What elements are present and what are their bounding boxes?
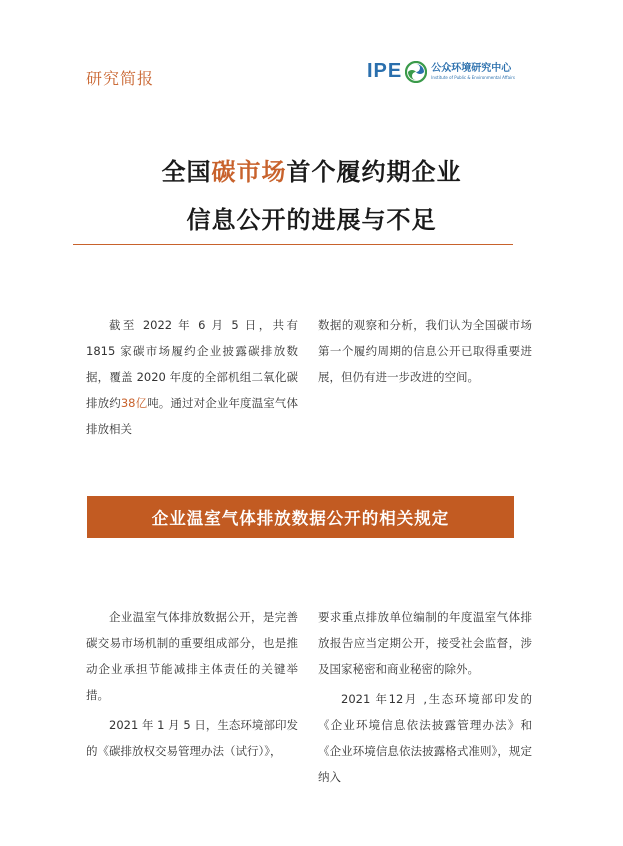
logo-name-cn: 公众环境研究中心: [431, 62, 512, 74]
paragraph: 2021 年12月 ,生态环境部印发的《企业环境信息依法披露管理办法》和《企业环境信息依法披露格式准则》，规定纳入: [318, 692, 532, 784]
intro-right-column: 数据的观察和分析，我们认为全国碳市场第一个履约周期的信息公开已取得重要进展，但仍有进一步改进的空间。: [318, 318, 532, 384]
paragraph: 2021 年 1 月 5 日，生态环境部印发的《碳排放权交易管理办法（试行）》，: [86, 718, 298, 758]
emission-figure: 38亿: [120, 396, 148, 410]
intro-left-column: 截至 2022 年 6 月 5 日，共有 1815 家碳市场履约企业披露碳排放数据，覆盖 2020 年度的全部机组二氧化碳排放约38亿吨。通过对企业年度温室气体排放相关: [86, 318, 298, 436]
section-label: 研究简报: [86, 69, 155, 88]
paragraph: 要求重点排放单位编制的年度温室气体排放报告应当定期公开，接受社会监督，涉及国家秘密和商业秘密的除外。: [318, 610, 532, 676]
title-highlight: 碳市场: [211, 158, 287, 186]
section-heading: 企业温室气体排放数据公开的相关规定: [87, 496, 514, 538]
paragraph: 企业温室气体排放数据公开，是完善碳交易市场机制的重要组成部分，也是推动企业承担节能减排主体责任的关键举措。: [86, 610, 298, 702]
title-divider: [73, 244, 513, 245]
section-right-column: [318, 604, 532, 790]
logo-abbr: IPE: [367, 60, 403, 82]
page-title-line-2: 信息公开的进展与不足: [186, 206, 437, 234]
ipe-emblem-icon: [405, 61, 427, 83]
ipe-logo: [367, 60, 515, 83]
page-title-line-1: 全国碳市场首个履约期企业: [161, 158, 462, 186]
logo-name-en: Institute of Public & Environmental Affairs: [431, 74, 515, 80]
section-left-column: [86, 604, 298, 764]
